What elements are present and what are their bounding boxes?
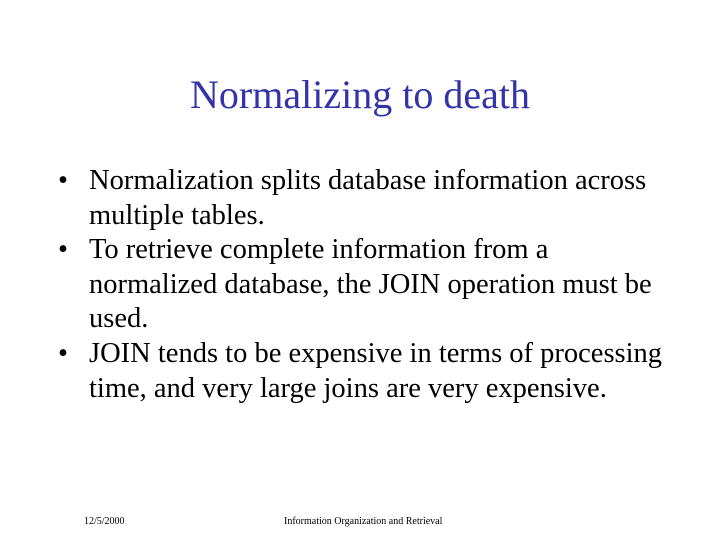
bullet-marker-icon: • (58, 234, 68, 266)
bullet-marker-icon: • (58, 165, 68, 196)
slide-title: Normalizing to death (190, 72, 530, 117)
footer-course-name: Information Organization and Retrieval (284, 516, 443, 527)
bullet-item (58, 164, 678, 233)
bullet-marker-icon: • (58, 337, 68, 369)
bullet-item (58, 337, 678, 406)
bullet-item (58, 233, 678, 337)
footer-date: 12/5/2000 (84, 516, 125, 527)
bullet-text: To retrieve complete information from a normalized database, the JOIN operation must be used. (89, 234, 652, 335)
bullet-text: JOIN tends to be expensive in terms of processing time, and very large joins are very expensive. (89, 337, 663, 404)
bullet-text: Normalization splits database information across multiple tables. (89, 165, 647, 231)
bullet-list (58, 164, 678, 406)
